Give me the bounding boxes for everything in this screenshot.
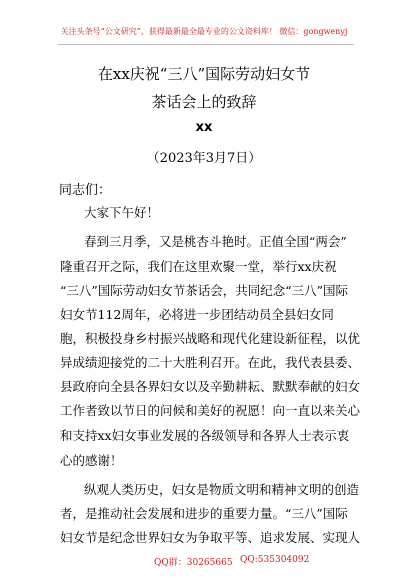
salutation: 同志们： [59, 183, 112, 198]
body-line: 妇女节112周年，必将进一步团结动员全县妇女同 [60, 307, 334, 322]
body-line: 工作者致以节日的问候和美好的祝愿！向一直以来关心 [60, 403, 361, 418]
document-title-line-1: 在xx庆祝“三八”国际劳动妇女节 [97, 65, 311, 83]
document-date: （2023年3月7日） [146, 151, 262, 166]
body-line: 隆重召开之际，我们在这里欢聚一堂，举行xx庆祝 [60, 259, 337, 274]
body-line: 和支持xx妇女事业发展的各级领导和各界人士表示衷 [60, 428, 350, 443]
header-notice: 关注头条号“公文研究”，获得最新最全最专业的公文资料库！ 微信：gongwenyj [60, 27, 348, 36]
body-line: 春到三月季，又是桃杏斗艳时。正值全国“两会” [84, 234, 347, 249]
body-line: 妇女节是纪念世界妇女为争取平等、追求发展、实现人 [60, 530, 361, 545]
body-line: 胞，积极投身乡村振兴战略和现代化建设新征程，以优 [60, 331, 361, 346]
document-title-line-2: 茶话会上的致辞 [151, 93, 257, 111]
body-line: 者，是推动社会发展和进步的重要力量。“三八”国际 [60, 506, 348, 521]
footer-qq: QQ:535304092 [240, 555, 310, 565]
document-author: xx [195, 120, 213, 135]
footer-qq-group: QQ群：30265665 [154, 558, 233, 568]
header-divider [58, 44, 354, 45]
body-line: 县政府向全县各界妇女以及辛勤耕耘、默默奉献的妇女 [60, 379, 361, 394]
body-line: 纵观人类历史，妇女是物质文明和精神文明的创造 [84, 482, 360, 497]
body-line: 大家下午好！ [84, 205, 160, 220]
body-line: 异成绩迎接党的二十大胜利召开。在此，我代表县委、 [60, 355, 361, 370]
body-line: “三八”国际劳动妇女节茶话会，共同纪念“三八”国际 [60, 283, 349, 298]
body-line: 心的感谢！ [60, 453, 123, 468]
